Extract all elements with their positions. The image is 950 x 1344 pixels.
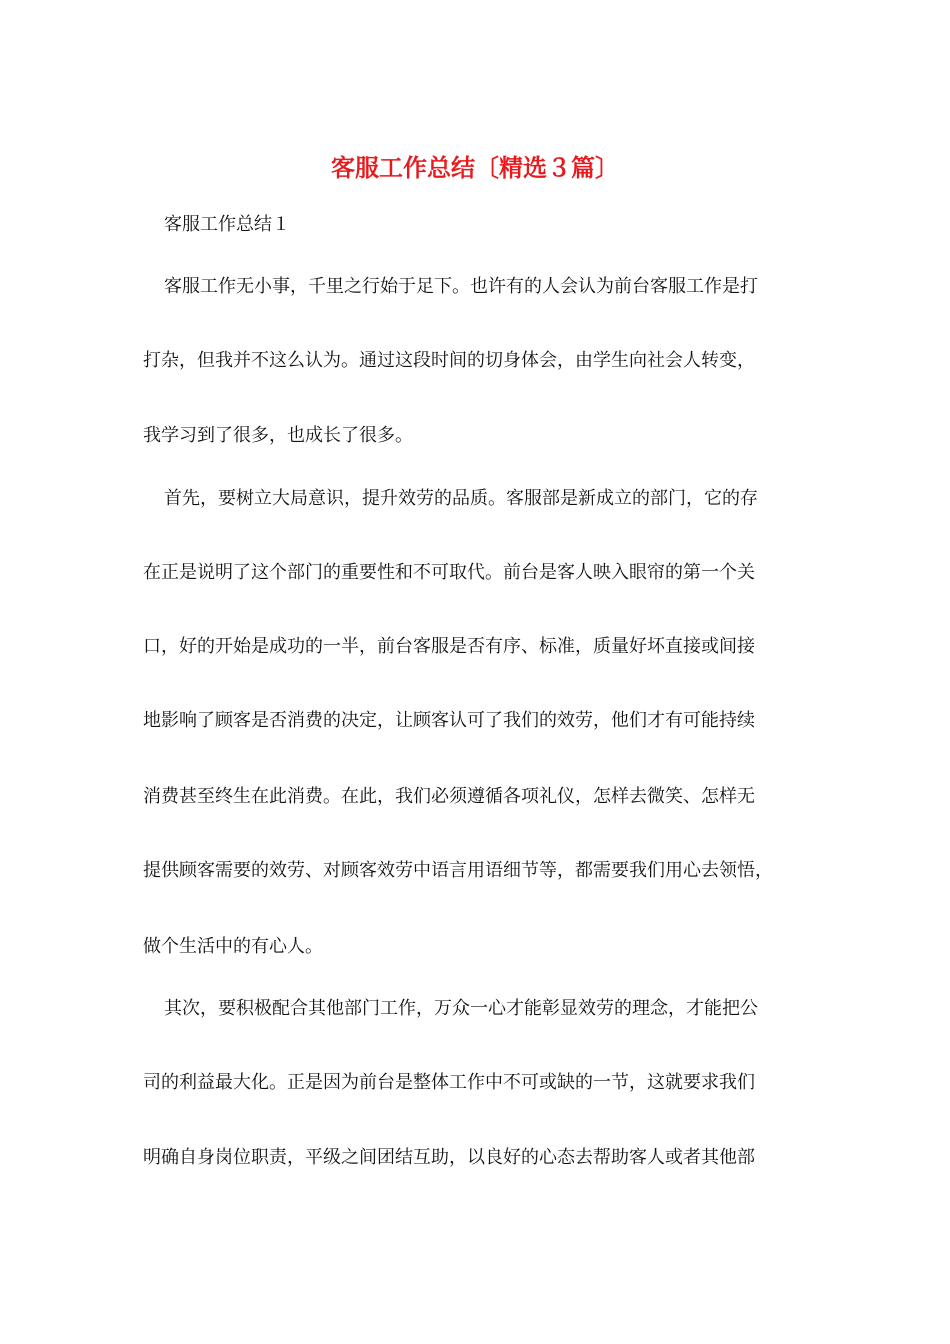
paragraph-line: 做个生活中的有心人。 (143, 936, 323, 957)
paragraph-line: 在正是说明了这个部门的重要性和不可取代。前台是客人映入眼帘的第一个关 (143, 562, 755, 583)
paragraph-line: 地影响了顾客是否消费的决定，让顾客认可了我们的效劳，他们才有可能持续 (143, 710, 755, 731)
paragraph-line: 司的利益最大化。正是因为前台是整体工作中不可或缺的一节，这就要求我们 (143, 1072, 755, 1093)
paragraph-line: 其次，要积极配合其他部门工作，万众一心才能彰显效劳的理念，才能把公 (164, 998, 758, 1019)
section-heading: 客服工作总结１ (164, 214, 290, 235)
paragraph-line: 提供顾客需要的效劳、对顾客效劳中语言用语细节等，都需要我们用心去领悟， (143, 860, 773, 881)
paragraph-line: 我学习到了很多，也成长了很多。 (143, 425, 413, 446)
paragraph-line: 明确自身岗位职责，平级之间团结互助，以良好的心态去帮助客人或者其他部 (143, 1147, 755, 1168)
paragraph-line: 客服工作无小事，千里之行始于足下。也许有的人会认为前台客服工作是打 (164, 276, 758, 297)
paragraph-line: 口，好的开始是成功的一半，前台客服是否有序、标准，质量好坏直接或间接 (143, 636, 755, 657)
paragraph-line: 打杂，但我并不这么认为。通过这段时间的切身体会，由学生向社会人转变， (143, 350, 755, 371)
paragraph-line: 消费甚至终生在此消费。在此，我们必须遵循各项礼仪，怎样去微笑、怎样无 (143, 786, 755, 807)
document-title: 客服工作总结〔精选３篇〕 (331, 153, 619, 182)
paragraph-line: 首先，要树立大局意识，提升效劳的品质。客服部是新成立的部门，它的存 (164, 488, 758, 509)
